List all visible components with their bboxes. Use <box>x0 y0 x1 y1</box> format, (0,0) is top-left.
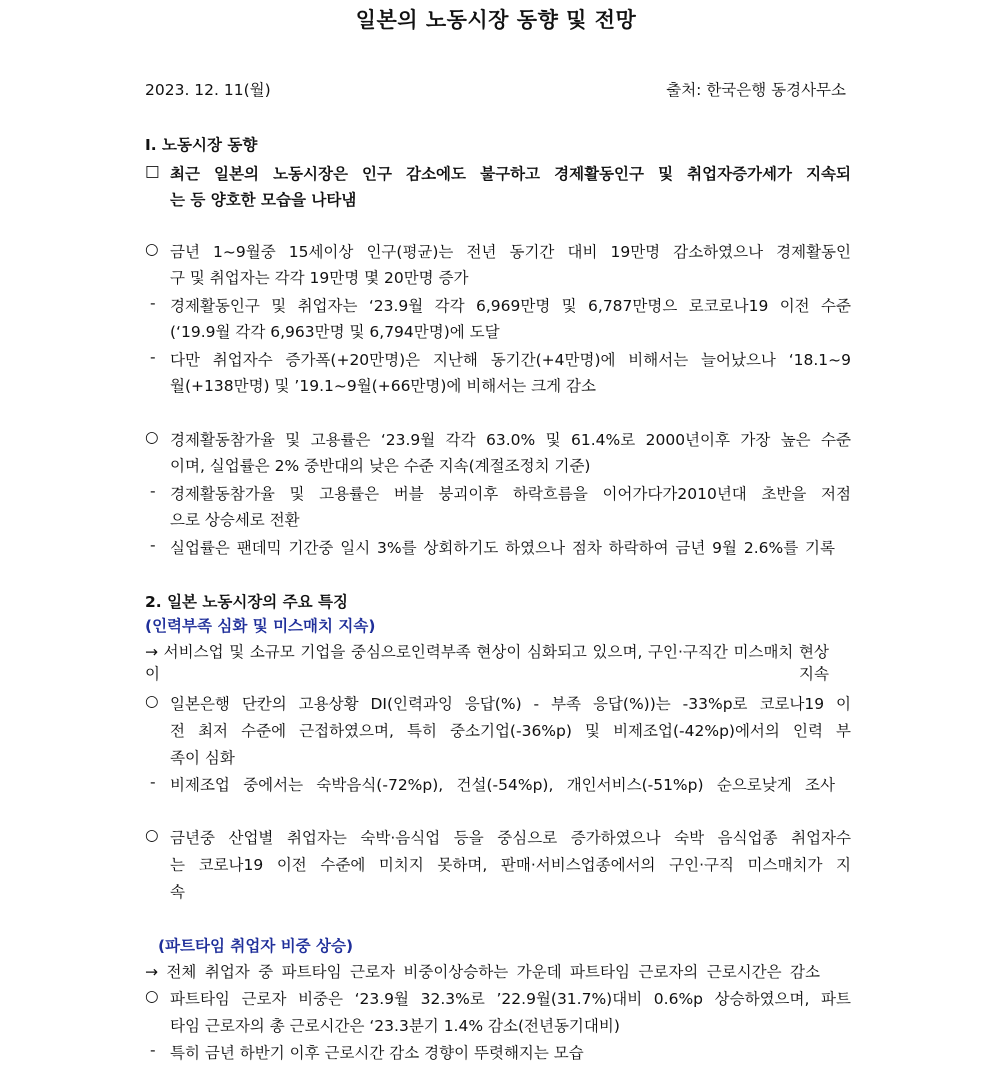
circle-bullet: ○ <box>145 692 159 710</box>
paragraph-line: 전 최저 수준에 근접하였으며, 특히 중소기업(-36%p) 및 비제조업(-42%p)에서의 인력 부 <box>170 722 851 740</box>
summary-line: 최근 일본의 노동시장은 인구 감소에도 불구하고 경제활동인구 및 취업자증가세가 지속되 <box>170 165 851 183</box>
paragraph-line: 족이 심화 <box>170 749 235 767</box>
paragraph-line: 경제활동참가율 및 고용률은 버블 붕괴이후 하락흐름을 이어가다가2010년대 초반을 저점 <box>170 485 851 503</box>
section1-heading: Ⅰ. 노동시장 동향 <box>145 136 258 154</box>
paragraph-line: 금년중 산업별 취업자는 숙박·음식업 등을 중심으로 증가하였으나 숙박 음식업종 취업자수 <box>170 829 851 847</box>
paragraph-line: 구 및 취업자는 각각 19만명 몇 20만명 증가 <box>170 269 469 287</box>
circle-bullet: ○ <box>145 240 159 258</box>
paragraph-line: 실업률은 팬데믹 기간중 일시 3%를 상회하기도 하였으나 점차 하락하여 금년 9월 2.6%를 기록 <box>170 539 835 557</box>
paragraph-line: 속 <box>170 883 185 901</box>
dash-bullet: - <box>150 1041 156 1059</box>
paragraph-line: 으로 상승세로 전환 <box>170 511 300 529</box>
paragraph-line: (‘19.9월 각각 6,963만명 및 6,794만명)에 도달 <box>170 323 500 341</box>
dash-bullet: - <box>150 294 156 312</box>
arrow-summary: → 전체 취업자 중 파트타임 근로자 비중이상승하는 가운데 파트타임 근로자의 근로시간은 감소 <box>145 963 820 981</box>
paragraph-line: 경제활동참가율 및 고용률은 ‘23.9월 각각 63.0% 및 61.4%로 2000년이후 가장 높은 수준 <box>170 431 851 449</box>
circle-bullet: ○ <box>145 428 159 446</box>
document-source: 출처: 한국은행 동경사무소 <box>666 81 846 99</box>
document-title: 일본의 노동시장 동향 및 전망 <box>355 8 637 32</box>
arrow-summary: → 서비스업 및 소규모 기업을 중심으로인력부족 현상이 심화되고 있으며, 구인·구직간 미스매치 현상이 지속 <box>145 643 829 683</box>
circle-bullet: ○ <box>145 987 159 1005</box>
paragraph-line: 비제조업 중에서는 숙박음식(-72%p), 건설(-54%p), 개인서비스(-51%p) 순으로낮게 조사 <box>170 776 835 794</box>
paragraph-line: 경제활동인구 및 취업자는 ‘23.9월 각각 6,969만명 및 6,787만명으 로코로나19 이전 수준 <box>170 297 851 315</box>
section2-heading: 2. 일본 노동시장의 주요 특징 <box>145 593 348 611</box>
paragraph-line: 특히 금년 하반기 이후 근로시간 감소 경향이 뚜렷해지는 모습 <box>170 1044 584 1062</box>
dash-bullet: - <box>150 536 156 554</box>
paragraph-line: 타임 근로자의 총 근로시간은 ‘23.3분기 1.4% 감소(전년동기대비) <box>170 1017 620 1035</box>
paragraph-line: 다만 취업자수 증가폭(+20만명)은 지난해 동기간(+4만명)에 비해서는 늘어났으나 ‘18.1~9 <box>170 351 851 369</box>
subsection-title: (파트타임 취업자 비중 상승) <box>158 937 354 955</box>
paragraph-line: 월(+138만명) 및 ’19.1~9월(+66만명)에 비해서는 크게 감소 <box>170 377 596 395</box>
paragraph-line: 는 코로나19 이전 수준에 미치지 못하며, 판매·서비스업종에서의 구인·구직 미스매치가 지 <box>170 856 851 874</box>
summary-line: 는 등 양호한 모습을 나타냄 <box>170 191 357 209</box>
circle-bullet: ○ <box>145 826 159 844</box>
paragraph-line: 파트타임 근로자 비중은 ‘23.9월 32.3%로 ’22.9월(31.7%)대비 0.6%p 상승하였으며, 파트 <box>170 990 851 1008</box>
paragraph-line: 일본은행 단칸의 고용상황 DI(인력과잉 응답(%) - 부족 응답(%))는 -33%p로 코로나19 이 <box>170 695 851 713</box>
dash-bullet: - <box>150 348 156 366</box>
paragraph-line: 금년 1~9월중 15세이상 인구(평균)는 전년 동기간 대비 19만명 감소하였으나 경제활동인 <box>170 243 851 261</box>
dash-bullet: - <box>150 482 156 500</box>
paragraph-line: 이며, 실업률은 2% 중반대의 낮은 수준 지속(계절조정치 기준) <box>170 457 591 475</box>
dash-bullet: - <box>150 773 156 791</box>
summary-square-bullet: □ <box>145 162 160 180</box>
subsection-title: (인력부족 심화 및 미스매치 지속) <box>145 617 376 635</box>
document-date: 2023. 12. 11(월) <box>145 81 271 99</box>
